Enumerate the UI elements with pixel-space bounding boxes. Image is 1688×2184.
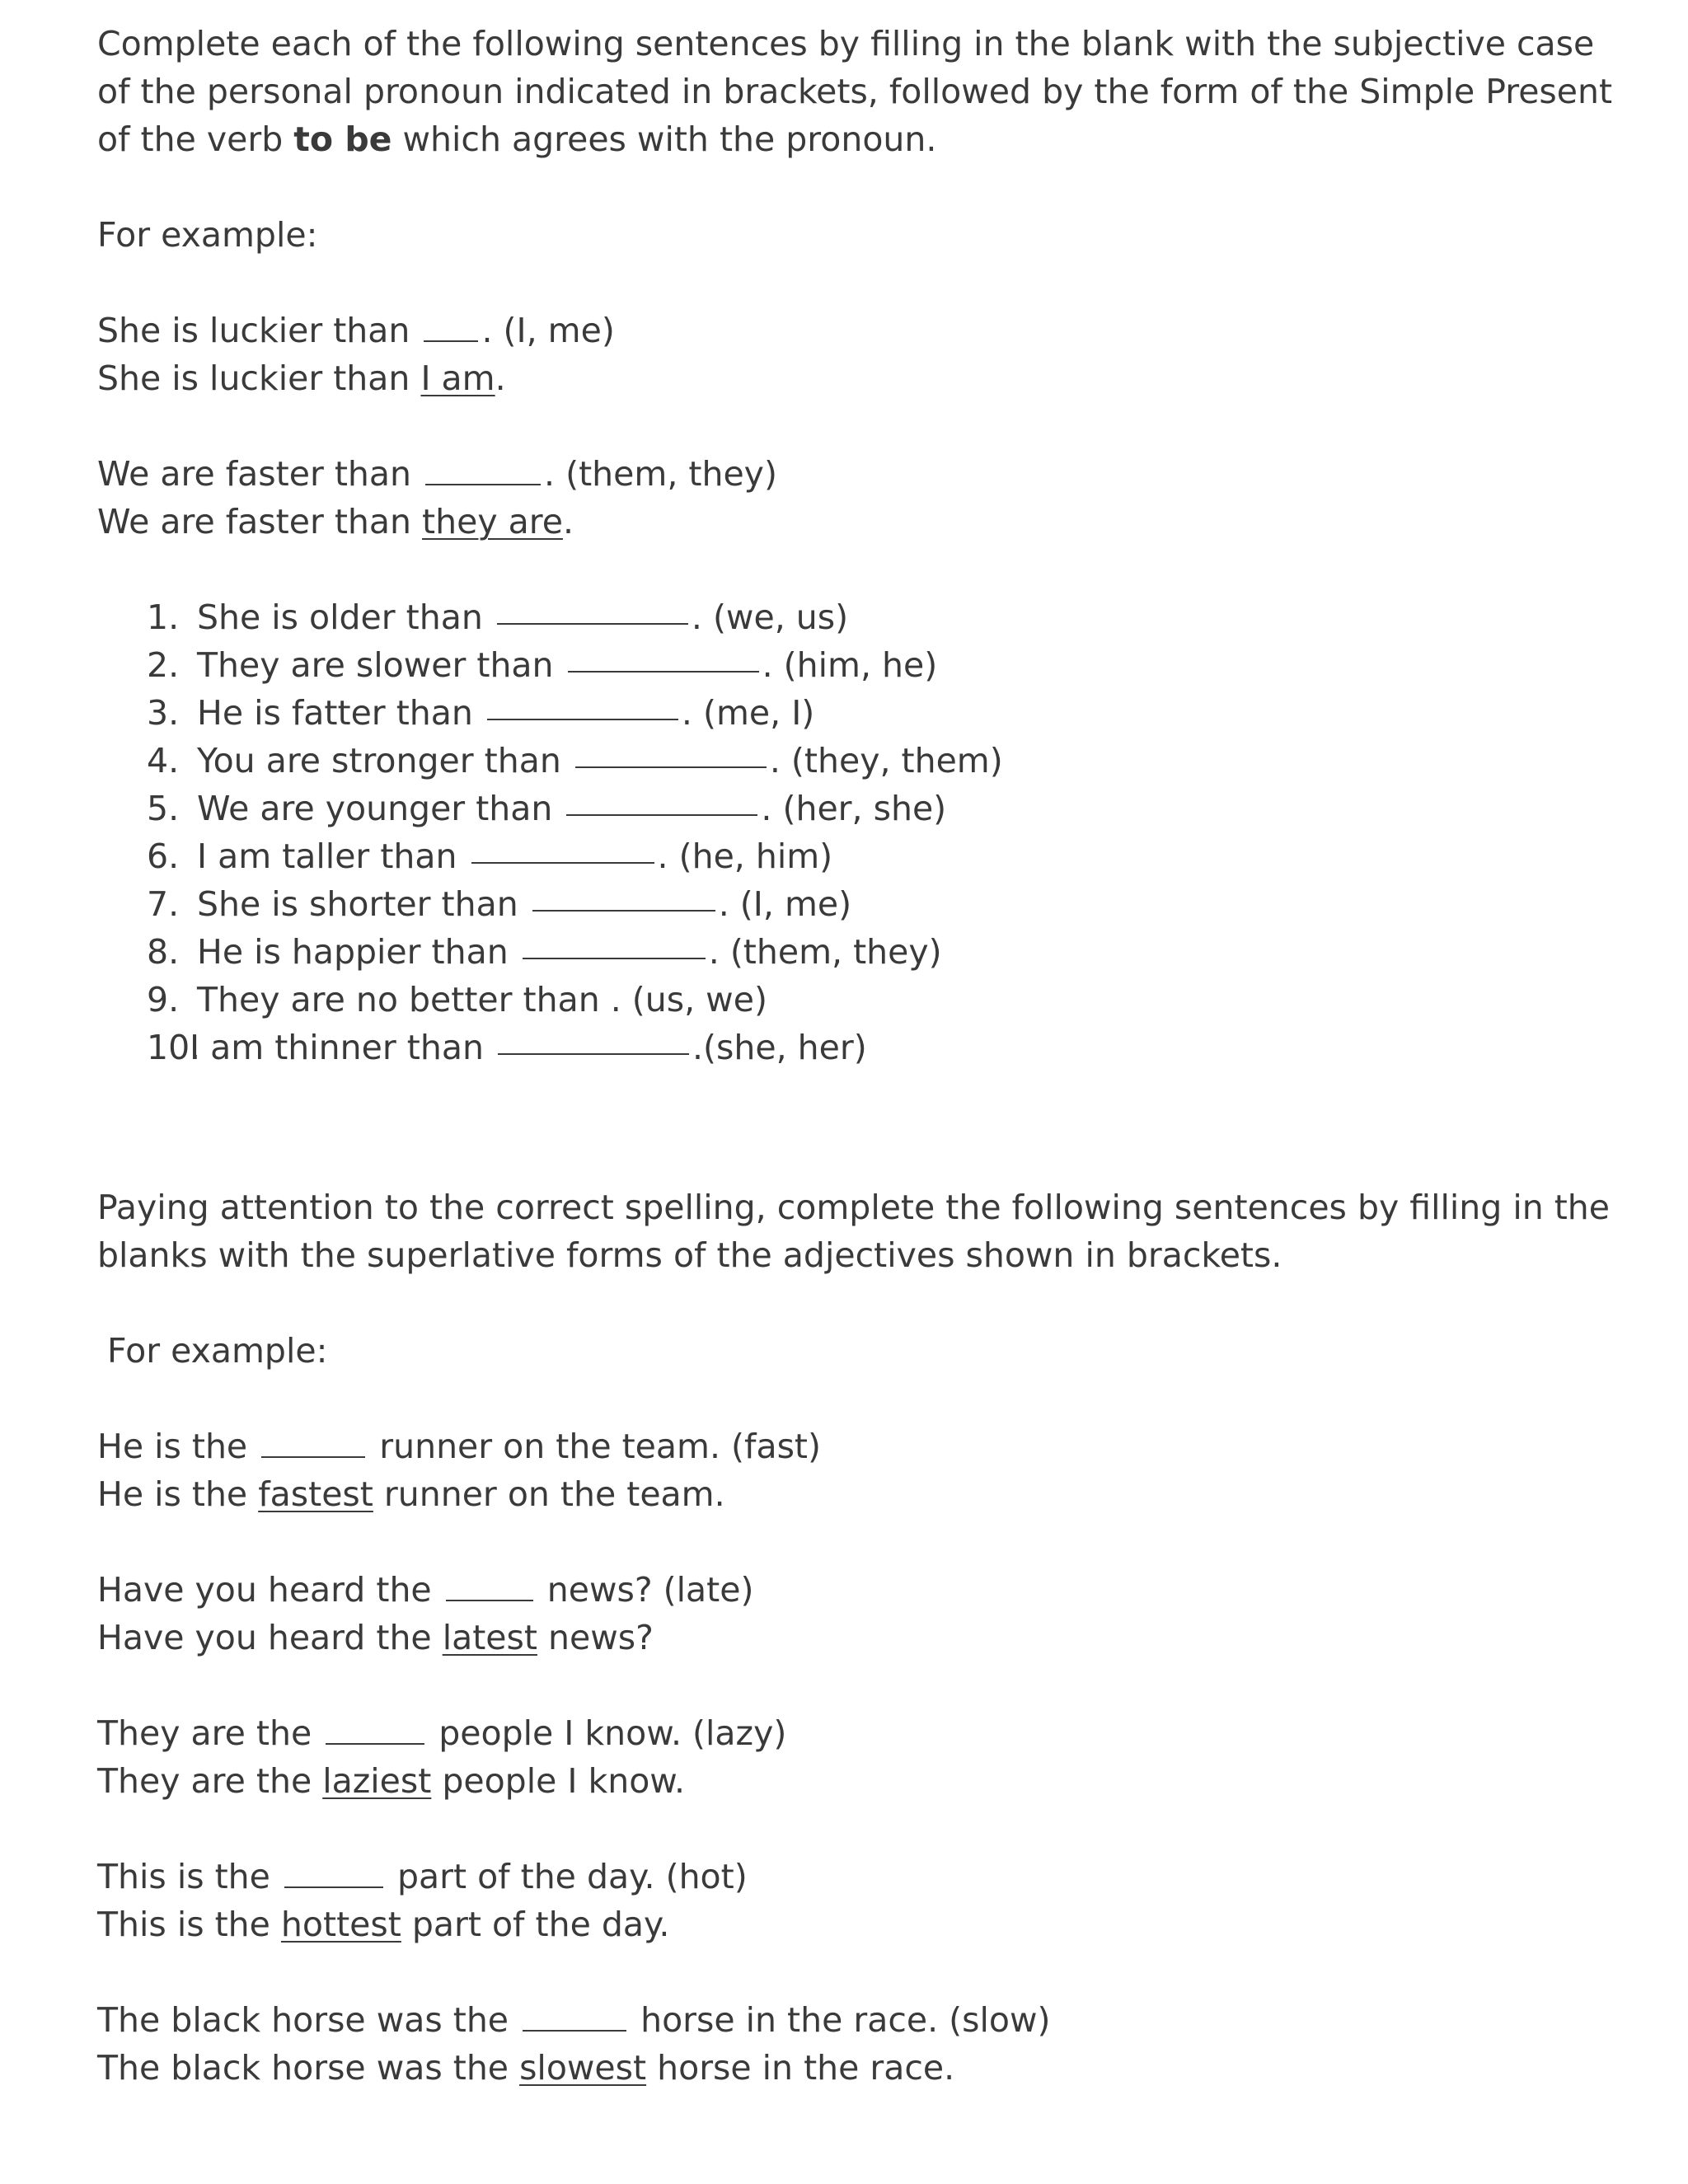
example-blank <box>446 1570 533 1601</box>
example-answer: fastest <box>258 1474 373 1514</box>
answer-blank[interactable] <box>471 832 654 864</box>
example-answer: hottest <box>280 1905 401 1944</box>
exercise-item: 1. She is older than . (we, us) <box>147 593 1614 641</box>
bold-term: to be <box>293 120 392 159</box>
section1-example-1: She is luckier than . (I, me) She is luckier than I am. <box>97 311 615 398</box>
exercise-item: 10. I am thinner than .(she, her) <box>147 1024 1614 1071</box>
exercise-list <box>147 593 1614 1071</box>
answer-blank[interactable] <box>568 641 759 673</box>
section2-example-3: They are the people I know. (lazy) They are the laziest people I know. <box>97 1713 787 1801</box>
example-answer: laziest <box>322 1761 432 1801</box>
example-blank <box>284 1857 383 1888</box>
section1-instructions: Complete each of the following sentences by filling in the blank with the subjective case of the personal pronoun indicated in brackets, followed by the form of the Simple Present of the verb to be which agrees with the pronoun. <box>97 24 1613 159</box>
exercise-item: 6. I am taller than . (he, him) <box>147 832 1614 880</box>
example-blank <box>425 454 541 485</box>
exercise-item: 2. They are slower than . (him, he) <box>147 641 1614 689</box>
answer-blank[interactable] <box>487 689 678 720</box>
exercise-item: 7. She is shorter than . (I, me) <box>147 880 1614 928</box>
section2-example-4: This is the part of the day. (hot) This is the hottest part of the day. <box>97 1857 748 1944</box>
section2-example-5: The black horse was the horse in the race. (slow) The black horse was the slowest horse in the race. <box>97 2000 1051 2088</box>
answer-blank[interactable] <box>523 928 706 959</box>
example-answer: they are <box>422 502 563 541</box>
worksheet-page <box>97 20 1614 2092</box>
answer-blank[interactable] <box>566 785 757 816</box>
example-answer: slowest <box>519 2048 647 2088</box>
section2-example-2: Have you heard the news? (late) Have you heard the latest news? <box>97 1570 754 1657</box>
answer-blank[interactable] <box>575 737 767 768</box>
exercise-item: 4. You are stronger than . (they, them) <box>147 737 1614 785</box>
answer-blank[interactable] <box>532 880 715 912</box>
example-blank <box>261 1427 365 1458</box>
exercise-item: 3. He is fatter than . (me, I) <box>147 689 1614 737</box>
example-answer: latest <box>442 1618 537 1657</box>
section2-example-label: For example: <box>107 1331 328 1371</box>
section1-example-2: We are faster than . (them, they) We are faster than they are. <box>97 454 777 541</box>
exercise-item: 8. He is happier than . (them, they) <box>147 928 1614 976</box>
section1-example-label: For example: <box>97 215 318 255</box>
example-blank <box>523 2000 626 2032</box>
example-answer: I am <box>420 359 495 398</box>
example-blank <box>424 311 478 342</box>
section2-instructions: Paying attention to the correct spelling, complete the following sentences by filling in the blanks with the superlative forms of the adjectives shown in brackets. <box>97 1188 1611 1275</box>
answer-blank[interactable] <box>497 593 688 625</box>
exercise-item: 5. We are younger than . (her, she) <box>147 785 1614 832</box>
section2-example-1: He is the runner on the team. (fast) He is the fastest runner on the team. <box>97 1427 821 1514</box>
example-blank <box>326 1713 424 1745</box>
exercise-item: 9. They are no better than . (us, we) <box>147 980 767 1019</box>
answer-blank[interactable] <box>498 1024 689 1055</box>
